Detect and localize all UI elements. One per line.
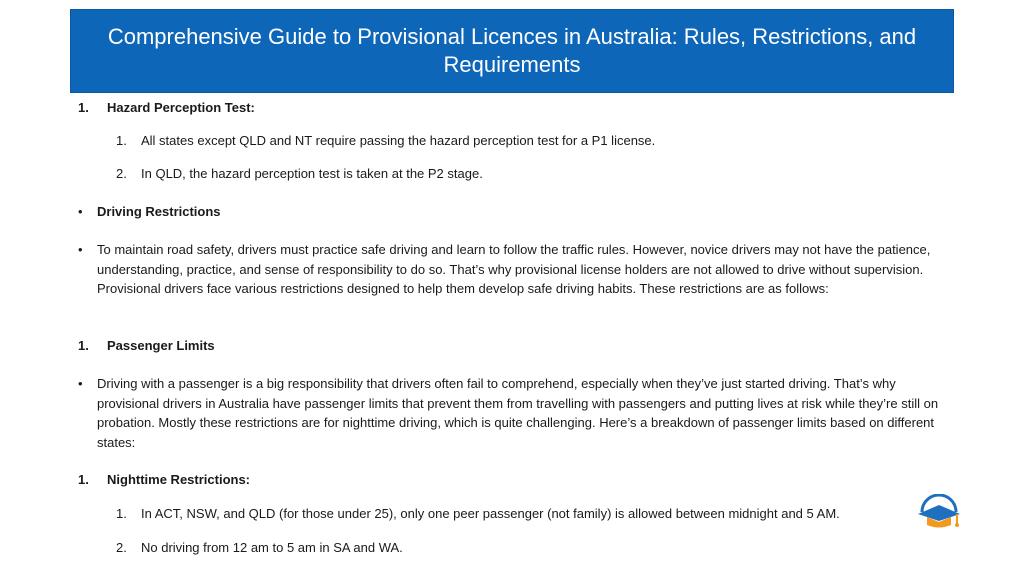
list-item-number: 1.	[116, 133, 127, 148]
driving-bullet: •	[78, 204, 83, 219]
nighttime-heading: Nighttime Restrictions:	[107, 472, 251, 487]
passenger-number: 1.	[78, 338, 89, 353]
hazard-number: 1.	[78, 100, 89, 115]
hazard-heading: Hazard Perception Test:	[107, 100, 255, 115]
passenger-bullet: •	[78, 376, 83, 391]
list-item-text: All states except QLD and NT require passing the hazard perception test for a P1 license.	[141, 133, 656, 148]
list-item	[116, 538, 966, 558]
list-item-number: 1.	[116, 506, 127, 521]
list-item	[116, 131, 966, 151]
hazard-section	[78, 98, 255, 118]
nighttime-number: 1.	[78, 472, 89, 487]
list-item	[116, 504, 966, 524]
list-item-number: 2.	[116, 166, 127, 181]
list-item-text: In ACT, NSW, and QLD (for those under 25), only one peer passenger (not family) is allowed between midnight and 5 AM.	[141, 506, 840, 521]
list-item	[116, 164, 966, 184]
nighttime-section	[78, 470, 251, 490]
graduation-cap-logo-icon	[916, 494, 962, 528]
list-item-text: In QLD, the hazard perception test is taken at the P2 stage.	[141, 166, 483, 181]
page-title: Comprehensive Guide to Provisional Licences in Australia: Rules, Restrictions, and Requirements	[107, 24, 917, 77]
list-item-text: No driving from 12 am to 5 am in SA and WA.	[141, 540, 403, 555]
driving-paragraph-bullet: •	[78, 242, 83, 257]
driving-paragraph: To maintain road safety, drivers must practice safe driving and learn to follow the traffic rules. However, novice drivers may not have the patience, understanding, practice, and sense of responsibility to do so. That’s why provisional license holders are not allowed to drive without supervision. Provisional drivers face various restrictions designed to help them develop safe driving habits. These restrictions are as follows:	[97, 242, 931, 296]
passenger-section	[78, 336, 215, 356]
passenger-paragraph: Driving with a passenger is a big responsibility that drivers often fail to comprehend, especially when they’ve just started driving. That’s why provisional drivers in Australia have passenger limits that prevent them from travelling with passengers and putting lives at risk while they’re still on probation. Mostly these restrictions are for nighttime driving, which is quite challenging. Here’s a breakdown of passenger limits based on different states:	[97, 376, 939, 450]
title-banner	[70, 9, 954, 93]
driving-heading: Driving Restrictions	[97, 204, 221, 219]
passenger-heading: Passenger Limits	[107, 338, 215, 353]
list-item-number: 2.	[116, 540, 127, 555]
